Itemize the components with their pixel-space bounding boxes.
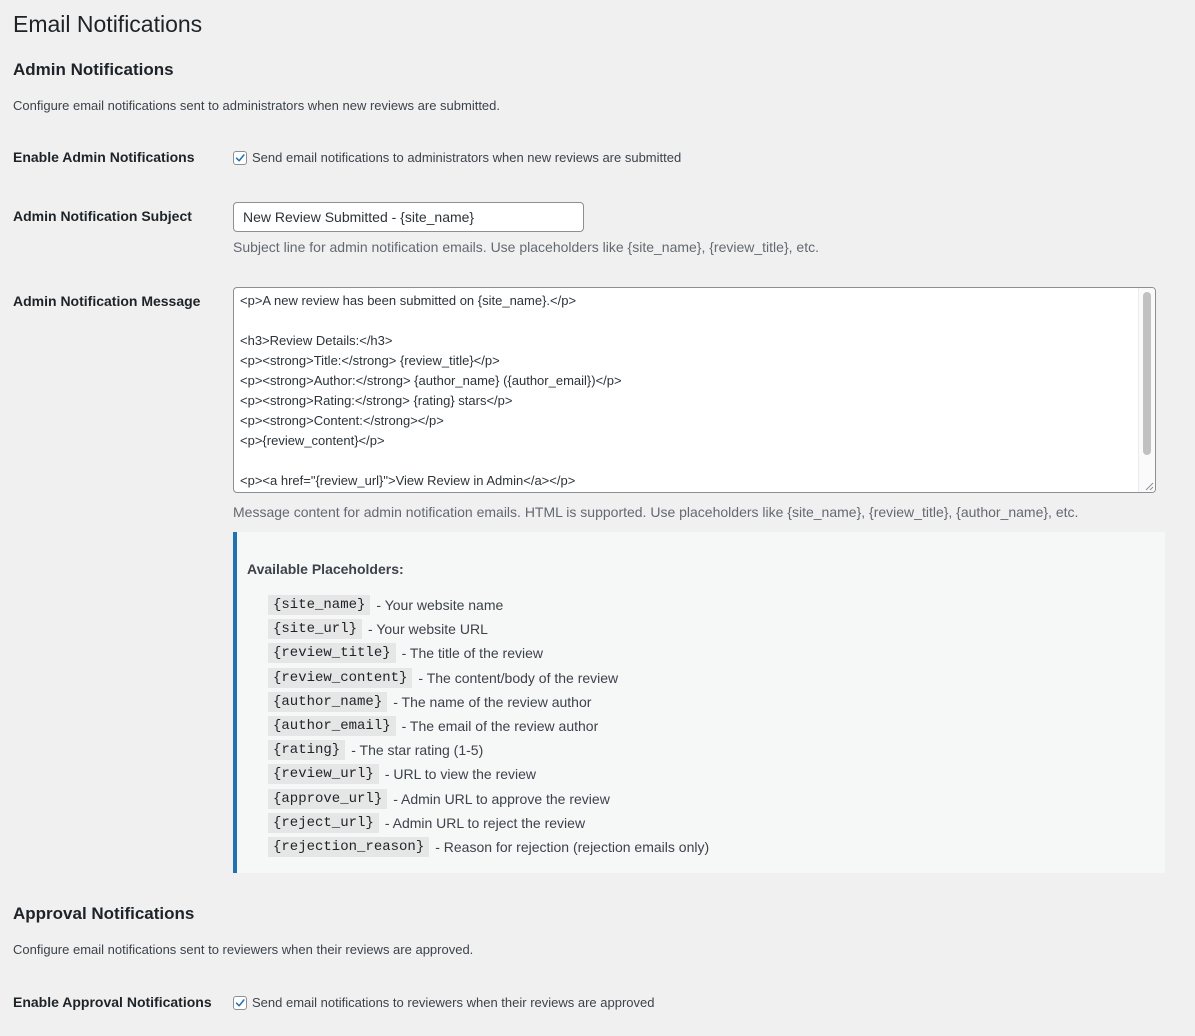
placeholder-item <box>268 714 709 738</box>
admin-message-label: Admin Notification Message <box>13 293 201 309</box>
admin-message-textarea[interactable] <box>233 287 1156 493</box>
placeholder-description: - The email of the review author <box>401 718 599 735</box>
page-title: Email Notifications <box>13 11 203 37</box>
admin-subject-label: Admin Notification Subject <box>13 208 192 224</box>
message-line: <p>A new review has been submitted on {site_name}.</p> <box>240 293 577 308</box>
placeholder-description: - The name of the review author <box>393 693 592 710</box>
enable-admin-checkbox-field[interactable] <box>233 150 681 165</box>
placeholder-item <box>268 641 709 665</box>
placeholder-item <box>268 666 709 690</box>
message-line: <p><strong>Author:</strong> {author_name} ({author_email})</p> <box>240 373 622 388</box>
placeholder-description: - Admin URL to approve the review <box>393 790 610 807</box>
placeholder-item <box>268 690 709 714</box>
placeholders-notice <box>233 532 1165 873</box>
placeholder-description: - Reason for rejection (rejection emails only) <box>435 838 710 855</box>
message-line: <p>{review_content}</p> <box>240 433 385 448</box>
message-line: <p><strong>Rating:</strong> {rating} stars</p> <box>240 393 513 408</box>
message-line: <p><strong>Content:</strong></p> <box>240 413 444 428</box>
placeholder-item <box>268 811 709 835</box>
placeholder-item <box>268 787 709 811</box>
admin-message-help: Message content for admin notification emails. HTML is supported. Use placeholders like {site_name}, {review_title}, {author_name}, etc. <box>233 504 1079 520</box>
placeholder-description: - Your website name <box>376 597 504 614</box>
enable-approval-label: Enable Approval Notifications <box>13 994 212 1010</box>
placeholder-description: - The title of the review <box>401 645 543 662</box>
approval-section-description: Configure email notifications sent to reviewers when their reviews are approved. <box>13 942 474 957</box>
message-line: <p><a href="{review_url}">View Review in Admin</a></p> <box>240 473 576 488</box>
message-line <box>240 451 622 471</box>
enable-admin-label: Enable Admin Notifications <box>13 149 195 165</box>
enable-approval-checkbox-label[interactable]: Send email notifications to reviewers when their reviews are approved <box>252 995 655 1010</box>
admin-message-content[interactable] <box>240 291 622 491</box>
enable-admin-checkbox-label[interactable]: Send email notifications to administrators when new reviews are submitted <box>252 150 682 165</box>
enable-approval-checkbox[interactable] <box>233 996 247 1010</box>
placeholder-code: {site_url} <box>268 619 362 639</box>
placeholder-code: {review_title} <box>268 643 396 663</box>
message-line <box>240 311 622 331</box>
placeholder-item <box>268 617 709 641</box>
placeholders-list <box>268 593 709 859</box>
enable-admin-checkbox[interactable] <box>233 151 247 165</box>
placeholder-code: {approve_url} <box>268 789 387 809</box>
placeholder-code: {site_name} <box>268 595 370 615</box>
placeholder-description: - Admin URL to reject the review <box>384 814 586 831</box>
scrollbar-thumb[interactable] <box>1143 292 1151 455</box>
admin-section-title: Admin Notifications <box>13 60 174 79</box>
placeholder-code: {rejection_reason} <box>268 837 429 857</box>
message-line: <h3>Review Details:</h3> <box>240 333 393 348</box>
placeholder-description: - The content/body of the review <box>418 669 619 686</box>
placeholder-description: - The star rating (1-5) <box>351 742 484 759</box>
checkmark-icon <box>234 151 246 165</box>
admin-subject-input[interactable] <box>233 202 584 232</box>
admin-section-description: Configure email notifications sent to administrators when new reviews are submitted. <box>13 98 501 113</box>
placeholder-description: - URL to view the review <box>384 766 537 783</box>
admin-subject-help: Subject line for admin notification emails. Use placeholders like {site_name}, {review_title}, etc. <box>233 239 819 255</box>
placeholder-item <box>268 762 709 786</box>
textarea-scrollbar[interactable] <box>1138 288 1155 492</box>
placeholder-code: {author_email} <box>268 716 396 736</box>
placeholders-title: Available Placeholders: <box>247 561 404 577</box>
message-line: <p><strong>Title:</strong> {review_title}</p> <box>240 353 500 368</box>
placeholder-item <box>268 835 709 859</box>
checkmark-icon <box>234 996 246 1010</box>
enable-approval-checkbox-field[interactable] <box>233 995 654 1010</box>
placeholder-code: {review_content} <box>268 668 412 688</box>
resize-grip-icon[interactable] <box>1144 481 1154 491</box>
placeholder-item <box>268 593 709 617</box>
placeholder-code: {author_name} <box>268 692 387 712</box>
placeholder-description: - Your website URL <box>368 621 488 638</box>
placeholder-item <box>268 738 709 762</box>
placeholder-code: {rating} <box>268 740 345 760</box>
placeholder-code: {reject_url} <box>268 813 379 833</box>
placeholder-code: {review_url} <box>268 764 379 784</box>
approval-section-title: Approval Notifications <box>13 904 195 923</box>
